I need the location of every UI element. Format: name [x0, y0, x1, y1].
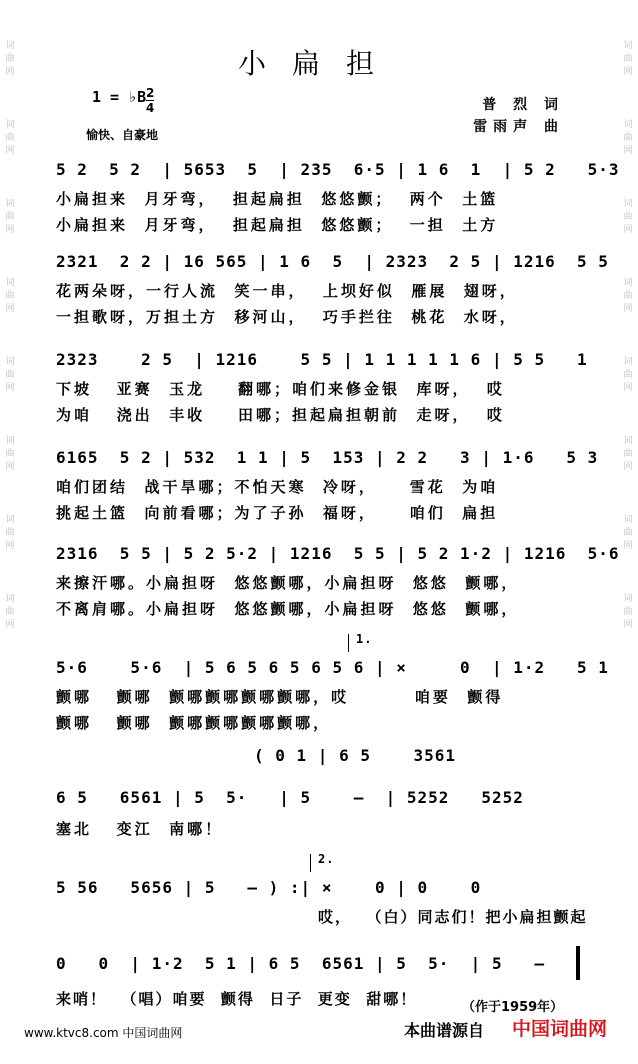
notation-line: 2321 2 2 | 16 565 | 1 6 5 | 2323 2 5 | 1216 5 5 — [56, 252, 609, 271]
watermark-char: 网 — [623, 620, 633, 630]
score-system-4 — [56, 440, 599, 530]
volta-second-ending: 2. — [318, 852, 335, 866]
watermark-char: 网 — [623, 383, 633, 393]
watermark-char: 网 — [623, 225, 633, 235]
watermark-char: 曲 — [623, 370, 633, 380]
watermark-char: 曲 — [5, 133, 15, 143]
score-system-2 — [56, 244, 609, 334]
lyric-verse-1: 塞北 变江 南哪！ — [56, 820, 224, 838]
volta-bracket — [310, 854, 311, 872]
lyric-verse-2: 挑起土篮 向前看哪；为了子孙 福呀， 咱们 扁担 — [56, 504, 499, 522]
watermark-char: 曲 — [5, 370, 15, 380]
watermark-char: 曲 — [623, 212, 633, 222]
watermark-char: 网 — [623, 541, 633, 551]
watermark-char: 曲 — [623, 133, 633, 143]
watermark-char: 网 — [623, 67, 633, 77]
watermark-char: 曲 — [623, 449, 633, 459]
score-system-8 — [56, 852, 588, 934]
lyric-verse-1: 来哨！ （唱）咱要 颤得 日子 更变 甜哪！ — [56, 990, 418, 1008]
watermark-char: 词 — [5, 436, 15, 446]
upper-voice-line: ( 0 1 | 6 5 3561 — [254, 746, 457, 765]
lyric-verse-1: 下坡 亚赛 玉龙 翻哪；咱们来修金银 库呀， 哎 — [56, 380, 505, 398]
composition-year: （作于1959年） — [462, 1000, 564, 1015]
notation-line: 6165 5 2 | 532 1 1 | 5 153 | 2 2 3 | 1·6 5 3 — [56, 448, 599, 467]
final-barline — [576, 946, 580, 980]
lyric-verse-2: 一担歌呀，万担土方 移河山， 巧手拦往 桃花 水呀， — [56, 308, 518, 326]
site-url[interactable]: www.ktvc8.com 中国词曲网 — [24, 1026, 183, 1040]
watermark-char: 曲 — [5, 212, 15, 222]
watermark-char: 网 — [5, 462, 15, 472]
watermark-char: 曲 — [623, 528, 633, 538]
song-title: 小扁担 — [237, 47, 400, 80]
watermark-char: 曲 — [623, 291, 633, 301]
notation-line: 5 56 5656 | 5 — ) :| × 0 | 0 0 — [56, 878, 482, 897]
lyric-verse-1: 花两朵呀，一行人流 笑一串， 上坝好似 雁展 翅呀， — [56, 282, 518, 300]
lyric-verse-1: 小扁担来 月牙弯， 担起扁担 悠悠颤； 两个 土篮 — [56, 190, 499, 208]
brand-logo-text[interactable]: 中国词曲网 — [512, 1018, 608, 1040]
volta-bracket — [348, 634, 349, 652]
watermark-char: 词 — [623, 436, 633, 446]
watermark-char: 网 — [5, 620, 15, 630]
watermark-char: 曲 — [623, 54, 633, 64]
watermark-char: 网 — [623, 462, 633, 472]
watermark-char: 曲 — [5, 54, 15, 64]
watermark-char: 网 — [5, 67, 15, 77]
lyric-verse-1: 颤哪 颤哪 颤哪颤哪颤哪颤哪，哎 咱要 颤得 — [56, 688, 504, 706]
notation-line: 2316 5 5 | 5 2 5·2 | 1216 5 5 | 5 2 1·2 | 1216 5·6 — [56, 544, 620, 563]
time-signature — [146, 86, 154, 115]
watermark-char: 词 — [5, 515, 15, 525]
watermark-char: 曲 — [5, 291, 15, 301]
watermark-char: 网 — [5, 146, 15, 156]
left-watermark — [3, 0, 17, 632]
watermark-char: 网 — [5, 225, 15, 235]
watermark-char: 曲 — [623, 607, 633, 617]
score-system-1 — [56, 152, 620, 242]
watermark-char: 曲 — [5, 607, 15, 617]
watermark-char: 词 — [5, 357, 15, 367]
tempo-marking: 愉快、自豪地 — [86, 128, 159, 142]
lyric-verse-1: 哎， （白）同志们！把小扁担颤起 — [318, 908, 588, 926]
watermark-char: 词 — [623, 199, 633, 209]
right-watermark — [621, 0, 635, 632]
watermark-char: 词 — [623, 357, 633, 367]
watermark-char: 词 — [623, 41, 633, 51]
source-label: 本曲谱源自 — [404, 1021, 485, 1040]
watermark-char: 词 — [5, 199, 15, 209]
watermark-char: 词 — [623, 120, 633, 130]
composer-credit: 雷雨声 曲 — [473, 119, 564, 135]
watermark-char: 网 — [5, 383, 15, 393]
watermark-char: 网 — [623, 304, 633, 314]
watermark-char: 网 — [623, 146, 633, 156]
watermark-char: 网 — [5, 304, 15, 314]
lyric-verse-2: 小扁担来 月牙弯， 担起扁担 悠悠颤； 一担 土方 — [56, 216, 499, 234]
lyric-verse-2: 为咱 浇出 丰收 田哪；担起扁担朝前 走呀， 哎 — [56, 406, 505, 424]
lyric-verse-1: 来擦汗哪。小扁担呀 悠悠颤哪，小扁担呀 悠悠 颤哪， — [56, 574, 520, 592]
watermark-char: 网 — [5, 541, 15, 551]
lyric-verse-1: 咱们团结 战干旱哪；不怕天寒 冷呀， 雪花 为咱 — [56, 478, 499, 496]
watermark-char: 词 — [623, 278, 633, 288]
notation-line: 5·6 5·6 | 5 6 5 6 5 6 5 6 | × 0 | 1·2 5 1 — [56, 658, 609, 677]
watermark-char: 曲 — [5, 528, 15, 538]
watermark-char: 词 — [5, 278, 15, 288]
lyricist-credit: 普 烈 词 — [482, 97, 564, 113]
notation-line: 5 2 5 2 | 5653 5 | 235 6·5 | 1 6 1 | 5 2 5·3 — [56, 160, 620, 179]
watermark-char: 词 — [623, 515, 633, 525]
score-system-3 — [56, 342, 588, 432]
score-system-5 — [56, 536, 620, 626]
volta-first-ending: 1. — [356, 632, 373, 646]
lyric-verse-2: 不离肩哪。小扁担呀 悠悠颤哪，小扁担呀 悠悠 颤哪， — [56, 600, 520, 618]
watermark-char: 曲 — [5, 449, 15, 459]
time-top: 2 — [146, 86, 155, 100]
notation-line: 6 5 6561 | 5 5· | 5 — | 5252 5252 — [56, 788, 524, 807]
score-system-7 — [56, 744, 580, 844]
watermark-char: 词 — [5, 594, 15, 604]
notation-line: 0 0 | 1·2 5 1 | 6 5 6561 | 5 5· | 5 — — [56, 954, 546, 973]
time-bottom: 4 — [146, 101, 155, 115]
notation-line: 2323 2 5 | 1216 5 5 | 1 1 1 1 1 6 | 5 5 1 — [56, 350, 588, 369]
lyric-verse-2: 颤哪 颤哪 颤哪颤哪颤哪颤哪， — [56, 714, 332, 732]
watermark-char: 词 — [5, 120, 15, 130]
watermark-char: 词 — [5, 41, 15, 51]
key-signature: 1 = ♭B — [92, 88, 147, 106]
score-system-6 — [56, 632, 609, 732]
watermark-char: 词 — [623, 594, 633, 604]
